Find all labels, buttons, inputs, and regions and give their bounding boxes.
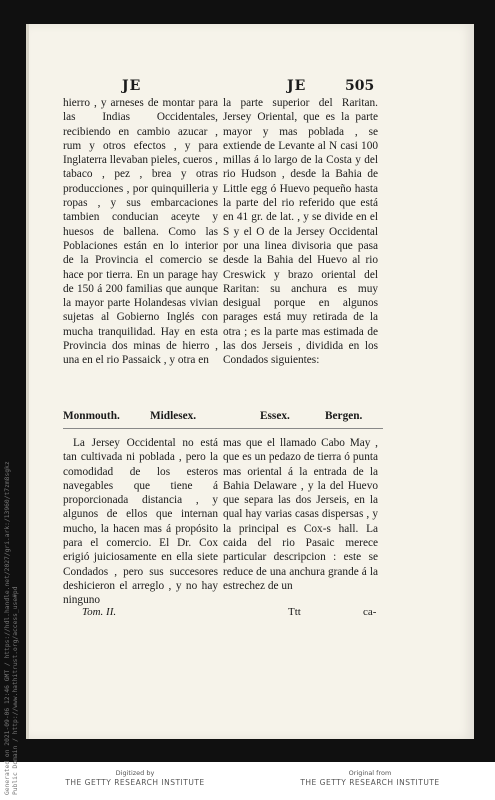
left-top-paragraph: hierro , y arneses de montar para las Indias Occidentales, recibiendo en cambio azucar , rum y otros efectos , y para Inglaterra llevaban pieles, cueros , tabaco , pez , brea y otras producciones , por quinquilleria y ropas , y sus embarcaciones tambien conducian aceyte y huesos de ballena. Como las Poblaciones están en lo interior de la Provincia el comercio se hace por tierra. En un parage hay de 150 á 200 familias que aunque la mayor parte Holandesas vivian sujetas al Gobierno Inglés con mucha tranquilidad. Hay en esta Provincia dos minas de hierro , una en el rio Passaick , y otra en: [63, 97, 218, 367]
right-column-bottom: [223, 436, 378, 593]
credit-original: [265, 769, 475, 788]
hathitrust-watermark: [4, 461, 20, 795]
running-head-left: JE: [122, 78, 142, 94]
credit-digitized-label: Digitized by: [115, 769, 155, 777]
county-midlesex: Midlesex.: [150, 410, 197, 422]
watermark-line-2: Public Domain / http://www.hathitrust.org/access_use#pd: [12, 586, 19, 795]
catchword: ca-: [363, 606, 377, 618]
page-number: 505: [345, 78, 375, 94]
section-divider: [63, 428, 383, 429]
county-monmouth: Monmouth.: [63, 410, 120, 422]
running-head-right: JE: [287, 78, 307, 94]
watermark-line-1: Generated on 2021-09-06 12:46 GMT / https://hdl.handle.net/2027/gri.ark:/13960/t7zm8sgkz: [4, 461, 11, 795]
right-column-top: [223, 96, 378, 368]
signature-mark: Ttt: [288, 606, 301, 618]
left-column-bottom: [63, 436, 218, 608]
credit-digitized: [30, 769, 240, 788]
right-top-paragraph: la parte superior del Raritan. Jersey Oriental, que es la parte mayor y mas poblada , se extiende de Levante al N casi 100 millas á lo largo de la Costa y del rio Hudson , desde la Bahia de Little egg ó Huevo pequeño hasta la parte del rio referido que está en 41 gr. de lat. , y se divide en el S y el O de la Jersey Occidental por una linea divisoria que pasa desde la Bahia del Huevo al rio Creswick y brazo oriental del Raritan: su anchura es muy desigual porque en algunos parages está muy retirada de la otra ; es la parte mas estimada de las dos Jerseis , dividida en los Condados siguientes:: [223, 97, 378, 367]
county-bergen: Bergen.: [325, 410, 363, 422]
volume-label: Tom. II.: [82, 606, 117, 618]
credit-digitized-institution: THE GETTY RESEARCH INSTITUTE: [65, 778, 205, 787]
county-essex: Essex.: [260, 410, 290, 422]
right-bottom-paragraph: mas que el llamado Cabo May , que es un pedazo de tierra ó punta mas oriental á la entrada de la Bahia Delaware , y la del Huevo que separa las dos Jerseis, en la qual hay varias casas dispersas , y la principal es Cox-s hall. La caida del rio Pasaic merece particular descripcion : este se reduce de una anchura grande á la estrechez de un: [223, 437, 378, 592]
credit-original-institution: THE GETTY RESEARCH INSTITUTE: [300, 778, 440, 787]
credit-original-label: Original from: [348, 769, 392, 777]
left-bottom-paragraph: La Jersey Occidental no está tan cultivada ni poblada , pero la comodidad de los esteros navegables que tiene á proporcionada distancia , y algunos de ellos que internan mucho, la hacen mas á propósito para el comercio. El Dr. Cox erigió juiciosamente en ella siete Condados , pero sus succesores deshicieron el arreglo , y no hay ninguno: [63, 437, 218, 607]
left-column-top: [63, 96, 218, 368]
